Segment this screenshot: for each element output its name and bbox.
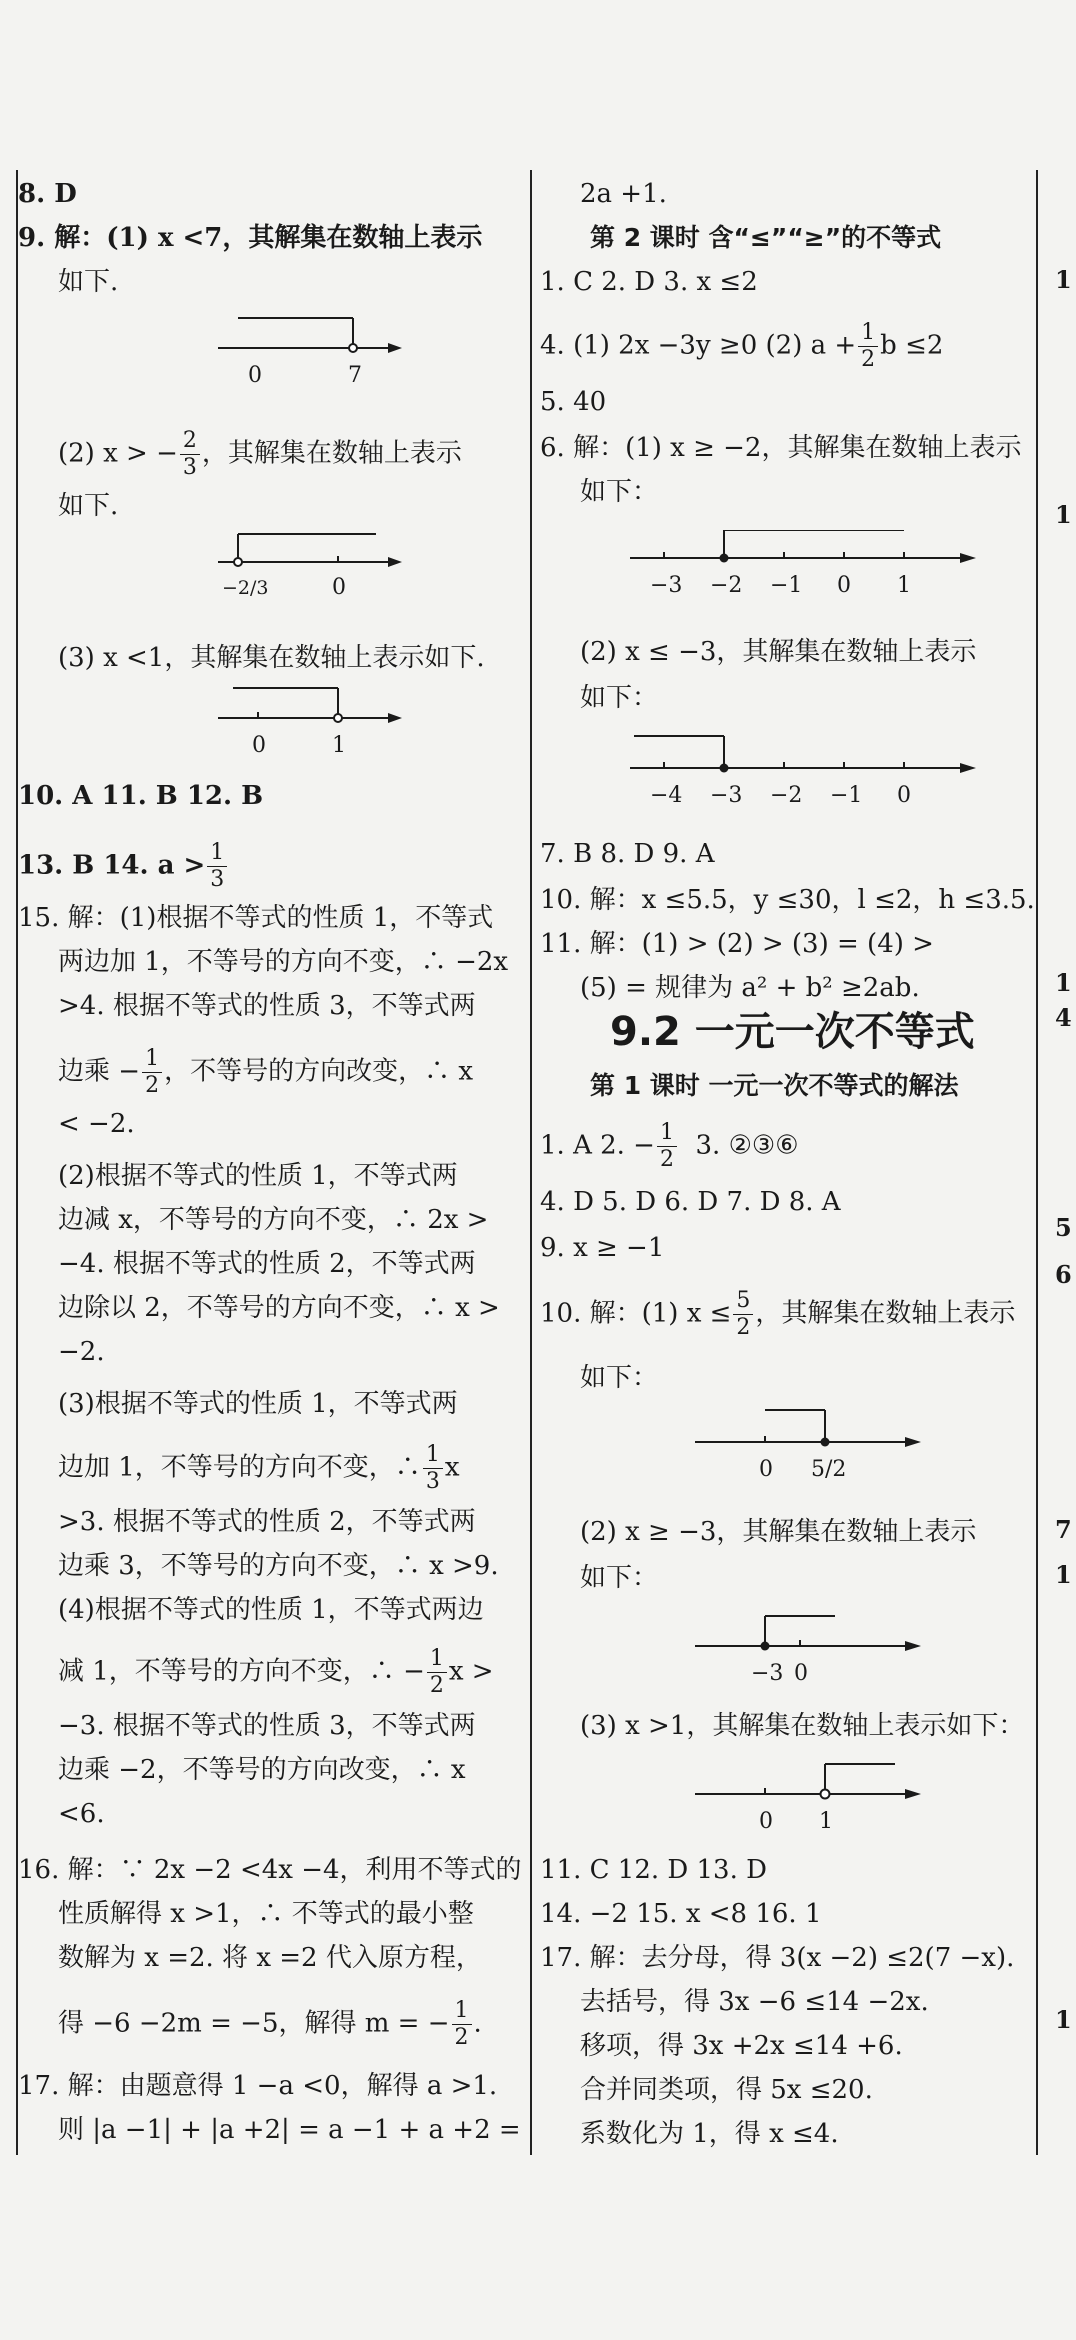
answer-15-l6: (2)根据不等式的性质 1，不等式两 bbox=[58, 1161, 458, 1191]
n-9: 9. x ≥ −1 bbox=[540, 1233, 665, 1263]
edge-number: 1 bbox=[1055, 1560, 1072, 1589]
edge-number: 4 bbox=[1055, 1003, 1072, 1032]
nle-label-1: 1 bbox=[819, 1809, 833, 1834]
answer-9-tail: 如下. bbox=[58, 267, 119, 297]
nlb-label-0: 0 bbox=[897, 783, 911, 808]
a16-4-text2: . bbox=[473, 2008, 482, 2039]
answer-17-l2: 则 |a −1| + |a +2| = a −1 + a +2 = bbox=[58, 2115, 521, 2145]
nl3-label-0: 0 bbox=[252, 733, 266, 758]
answer-17-l1: 17. 解：由题意得 1 −a <0，解得 a >1. bbox=[18, 2071, 498, 2101]
fraction bbox=[858, 320, 878, 373]
answer-8: 8. D bbox=[18, 179, 77, 209]
fraction bbox=[423, 1442, 443, 1495]
m-5: 5. 40 bbox=[540, 387, 607, 417]
number-line-d bbox=[695, 1610, 935, 1690]
n-10-l3: (2) x ≥ −3，其解集在数轴上表示 bbox=[580, 1517, 977, 1547]
number-line-a bbox=[630, 530, 990, 610]
answer-16-l2: 性质解得 x >1，∴ 不等式的最小整 bbox=[58, 1899, 474, 1929]
answer-13-14 bbox=[18, 840, 229, 893]
denominator: 2 bbox=[736, 1315, 751, 1340]
numerator: 1 bbox=[858, 320, 878, 347]
answer-16-l3: 数解为 x =2. 将 x =2 代入原方程， bbox=[58, 1943, 482, 1973]
fraction bbox=[733, 1288, 753, 1341]
number-line-b bbox=[630, 730, 990, 810]
denominator: 3 bbox=[182, 455, 197, 480]
nla-label-1: 1 bbox=[897, 573, 911, 598]
numerator: 1 bbox=[427, 1646, 447, 1673]
edge-number: 1 bbox=[1055, 2005, 1072, 2034]
nld-label-0: 0 bbox=[794, 1661, 808, 1686]
n10-text2: ，其解集在数轴上表示 bbox=[755, 1298, 1016, 1329]
nla-label-m1: −1 bbox=[770, 573, 803, 598]
m4-text2: b ≤2 bbox=[880, 330, 944, 361]
answer-15-l19: <6. bbox=[58, 1799, 105, 1829]
m-4 bbox=[540, 320, 943, 373]
nld-label-m3: −3 bbox=[751, 1661, 784, 1686]
answer-15-l11: (3)根据不等式的性质 1，不等式两 bbox=[58, 1389, 458, 1419]
n-17-l1: 17. 解：去分母，得 3(x −2) ≤2(7 −x). bbox=[540, 1943, 1015, 1973]
nl2-label-0: 0 bbox=[332, 575, 346, 600]
n-10-l2: 如下： bbox=[580, 1363, 659, 1393]
answer-15-l4 bbox=[58, 1046, 473, 1099]
fraction bbox=[180, 428, 200, 481]
fraction bbox=[452, 1998, 472, 2051]
a15-4-text: 边乘 − bbox=[58, 1056, 141, 1087]
nla-label-m2: −2 bbox=[710, 573, 743, 598]
number-line-3 bbox=[208, 680, 408, 760]
edge-number: 1 bbox=[1055, 265, 1072, 294]
subsection-title-1: 第 2 课时 含“≤”“≥”的不等式 bbox=[590, 223, 942, 252]
a15-12-text2: x bbox=[444, 1452, 460, 1483]
nl2-label-minus-two-thirds: −2/3 bbox=[222, 577, 269, 599]
numerator: 1 bbox=[207, 840, 227, 867]
m-10: 10. 解：x ≤5.5，y ≤30，l ≤2，h ≤3.5. bbox=[540, 885, 1035, 915]
answer-9-text: 9. 解：(1) x <7，其解集在数轴上表示 bbox=[18, 223, 483, 253]
a15-4-text2: ，不等号的方向改变，∴ x bbox=[164, 1056, 473, 1087]
nlb-label-m4: −4 bbox=[650, 783, 683, 808]
numerator: 1 bbox=[452, 1998, 472, 2025]
answer-15-l16 bbox=[58, 1646, 494, 1699]
m-6-l2: 如下： bbox=[580, 477, 659, 507]
m-6-l1: 6. 解：(1) x ≥ −2，其解集在数轴上表示 bbox=[540, 433, 1022, 463]
m-continue: 2a +1. bbox=[580, 179, 667, 209]
n-17-l4: 合并同类项，得 5x ≤20. bbox=[580, 2075, 873, 2105]
answer-10-12: 10. A 11. B 12. B bbox=[18, 781, 264, 811]
answer-9 bbox=[18, 222, 482, 254]
fraction bbox=[142, 1046, 162, 1099]
a16-4-text: 得 −6 −2m = −5，解得 m = − bbox=[58, 2008, 450, 2039]
fraction bbox=[207, 840, 227, 893]
nlc-label-five-halves: 5/2 bbox=[811, 1457, 847, 1482]
denominator: 2 bbox=[145, 1073, 160, 1098]
subsection-title-2: 第 1 课时 一元一次不等式的解法 bbox=[590, 1071, 959, 1100]
denominator: 2 bbox=[861, 347, 876, 372]
fraction bbox=[657, 1120, 677, 1173]
numerator: 1 bbox=[657, 1120, 677, 1147]
m-11-l1: 11. 解：(1) > (2) > (3) = (4) > bbox=[540, 929, 934, 959]
number-line-e bbox=[695, 1758, 935, 1838]
n-4-8: 4. D 5. D 6. D 7. D 8. A bbox=[540, 1187, 841, 1217]
denominator: 3 bbox=[210, 867, 225, 892]
n1-text: 1. A 2. − bbox=[540, 1130, 655, 1161]
answer-9-2-tail: 如下. bbox=[58, 491, 119, 521]
nla-label-m3: −3 bbox=[650, 573, 683, 598]
n-17-l5: 系数化为 1，得 x ≤4. bbox=[580, 2119, 839, 2149]
answer-15-l7: 边减 x，不等号的方向不变，∴ 2x > bbox=[58, 1205, 489, 1235]
a13-text: 13. B 14. a > bbox=[18, 850, 206, 881]
m-11-l2: (5) = 规律为 a² + b² ≥2ab. bbox=[580, 973, 920, 1003]
column-divider bbox=[530, 170, 532, 2155]
numerator: 2 bbox=[180, 428, 200, 455]
nle-label-0: 0 bbox=[759, 1809, 773, 1834]
number-line-1 bbox=[208, 310, 408, 390]
answer-15-l1: 15. 解：(1)根据不等式的性质 1，不等式 bbox=[18, 903, 494, 933]
number-line-c bbox=[695, 1402, 935, 1512]
section-title: 9.2 一元一次不等式 bbox=[610, 1009, 975, 1055]
a9-2-text2: ，其解集在数轴上表示 bbox=[201, 438, 462, 469]
nla-label-0: 0 bbox=[837, 573, 851, 598]
nl1-label-7: 7 bbox=[348, 363, 362, 388]
n1-text2: 3. ②③⑥ bbox=[695, 1130, 799, 1161]
n-17-l3: 移项，得 3x +2x ≤14 +6. bbox=[580, 2031, 903, 2061]
answer-15-l9: 边除以 2，不等号的方向不变，∴ x > bbox=[58, 1293, 500, 1323]
answer-16-l4 bbox=[58, 1998, 482, 2051]
column-divider-right bbox=[1036, 170, 1038, 2155]
n-14-16: 14. −2 15. x <8 16. 1 bbox=[540, 1899, 822, 1929]
nl1-label-0: 0 bbox=[248, 363, 262, 388]
answer-16-l1: 16. 解：∵ 2x −2 <4x −4，利用不等式的 bbox=[18, 1855, 522, 1885]
answer-9-2 bbox=[58, 428, 462, 481]
answer-15-l15: (4)根据不等式的性质 1，不等式两边 bbox=[58, 1595, 484, 1625]
answer-15-l2: 两边加 1，不等号的方向不变，∴ −2x bbox=[58, 947, 509, 977]
nl3-label-1: 1 bbox=[332, 733, 346, 758]
answer-15-l12 bbox=[58, 1442, 459, 1495]
n-17-l2: 去括号，得 3x −6 ≤14 −2x. bbox=[580, 1987, 929, 2017]
answer-15-l17: −3. 根据不等式的性质 3，不等式两 bbox=[58, 1711, 476, 1741]
m-1-3: 1. C 2. D 3. x ≤2 bbox=[540, 267, 758, 297]
answer-15-l3: >4. 根据不等式的性质 3，不等式两 bbox=[58, 991, 476, 1021]
a15-16-text2: x > bbox=[448, 1656, 494, 1687]
denominator: 2 bbox=[454, 2025, 469, 2050]
a15-12-text: 边加 1，不等号的方向不变，∴ bbox=[58, 1452, 421, 1483]
n10-text: 10. 解：(1) x ≤ bbox=[540, 1298, 732, 1329]
numerator: 5 bbox=[733, 1288, 753, 1315]
edge-number: 5 bbox=[1055, 1213, 1072, 1242]
edge-number: 6 bbox=[1055, 1260, 1072, 1289]
a9-2-text: (2) x > − bbox=[58, 438, 178, 469]
m-7-9: 7. B 8. D 9. A bbox=[540, 839, 715, 869]
edge-number: 1 bbox=[1055, 500, 1072, 529]
answer-15-l10: −2. bbox=[58, 1337, 105, 1367]
edge-number: 1 bbox=[1055, 968, 1072, 997]
fraction bbox=[427, 1646, 447, 1699]
m4-text: 4. (1) 2x −3y ≥0 (2) a + bbox=[540, 330, 857, 361]
denominator: 3 bbox=[425, 1469, 440, 1494]
nlb-label-m1: −1 bbox=[830, 783, 863, 808]
m-6-l4: 如下： bbox=[580, 683, 659, 713]
answer-15-l13: >3. 根据不等式的性质 2，不等式两 bbox=[58, 1507, 476, 1537]
n-1-3 bbox=[540, 1120, 799, 1173]
answer-15-l5: < −2. bbox=[58, 1109, 135, 1139]
n-10-l1 bbox=[540, 1288, 1015, 1341]
answer-9-3: (3) x <1，其解集在数轴上表示如下. bbox=[58, 643, 485, 673]
denominator: 2 bbox=[429, 1673, 444, 1698]
denominator: 2 bbox=[659, 1147, 674, 1172]
number-line-2 bbox=[208, 532, 408, 622]
a15-16-text: 减 1，不等号的方向不变，∴ − bbox=[58, 1656, 425, 1687]
nlc-label-0: 0 bbox=[759, 1457, 773, 1482]
n-10-l5: (3) x >1，其解集在数轴上表示如下： bbox=[580, 1711, 1025, 1741]
m-6-l3: (2) x ≤ −3，其解集在数轴上表示 bbox=[580, 637, 977, 667]
answer-15-l8: −4. 根据不等式的性质 2，不等式两 bbox=[58, 1249, 476, 1279]
numerator: 1 bbox=[142, 1046, 162, 1073]
answer-15-l18: 边乘 −2，不等号的方向改变，∴ x bbox=[58, 1755, 466, 1785]
edge-number: 7 bbox=[1055, 1515, 1072, 1544]
n-11-13: 11. C 12. D 13. D bbox=[540, 1855, 767, 1885]
nlb-label-m3: −3 bbox=[710, 783, 743, 808]
answer-15-l14: 边乘 3，不等号的方向不变，∴ x >9. bbox=[58, 1551, 499, 1581]
nlb-label-m2: −2 bbox=[770, 783, 803, 808]
n-10-l4: 如下： bbox=[580, 1563, 659, 1593]
numerator: 1 bbox=[423, 1442, 443, 1469]
